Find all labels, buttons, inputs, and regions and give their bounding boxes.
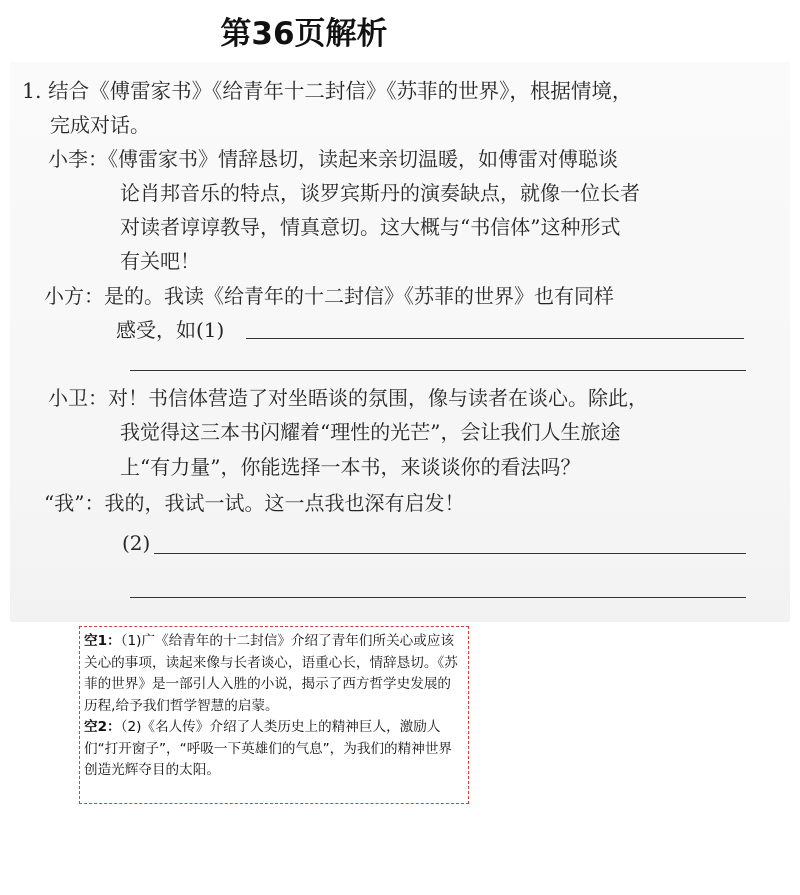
answer-2-label: 空2： (84, 719, 121, 735)
xiaoli-line-4: 有关吧！ (120, 249, 200, 273)
blank-2-label: (2) (122, 531, 151, 555)
answer-blank-1a[interactable] (246, 338, 744, 339)
page-title: 第36页解析 (220, 16, 388, 52)
answer-explanation-box (79, 626, 469, 804)
wo-line-1: “我”：我的，我试一试。这一点我也深有启发！ (44, 491, 465, 515)
xiaowei-line-3: 上“有力量”，你能选择一本书，来谈谈你的看法吗？ (120, 455, 581, 479)
answer-1 (84, 631, 464, 717)
xiaowei-line-2: 我觉得这三本书闪耀着“理性的光芒”，会让我们人生旅途 (120, 420, 621, 444)
answer-2 (84, 717, 464, 782)
xiaofang-line-1: 小方：是的。我读《给青年的十二封信》《苏菲的世界》也有同样 (44, 284, 614, 308)
question-line-1: 1. 结合《傅雷家书》《给青年十二封信》《苏菲的世界》，根据情境， (22, 79, 633, 103)
answer-blank-2a[interactable] (154, 553, 746, 554)
xiaoli-line-2: 论肖邦音乐的特点，谈罗宾斯丹的演奏缺点，就像一位长者 (120, 181, 640, 205)
xiaofang-line-2: 感受，如(1) (116, 318, 225, 342)
xiaoli-line-3: 对读者谆谆教导，情真意切。这大概与“书信体”这种形式 (120, 215, 621, 239)
answer-blank-1b[interactable] (130, 370, 746, 371)
answer-1-text: （1)广《给青年的十二封信》介绍了青年们所关心或应该关心的事项，读起来像与长者谈心，语重心长，情辞恳切。《苏菲的世界》是一部引人入胜的小说，揭示了西方哲学史发展的历程,给予我们哲学智慧的启蒙。 (84, 633, 458, 714)
answer-1-label: 空1： (84, 633, 121, 649)
answer-blank-2b[interactable] (130, 597, 746, 598)
answer-2-text: （2)《名人传》介绍了人类历史上的精神巨人，激励人们“打开窗子”，“呼吸一下英雄们的气息”，为我们的精神世界创造光辉夺目的太阳。 (84, 719, 453, 778)
question-line-2: 完成对话。 (50, 113, 150, 137)
xiaoli-line-1: 小李：《傅雷家书》情辞恳切，读起来亲切温暖，如傅雷对傅聪谈 (48, 147, 618, 171)
xiaowei-line-1: 小卫：对！书信体营造了对坐晤谈的氛围，像与读者在谈心。除此， (48, 386, 648, 410)
